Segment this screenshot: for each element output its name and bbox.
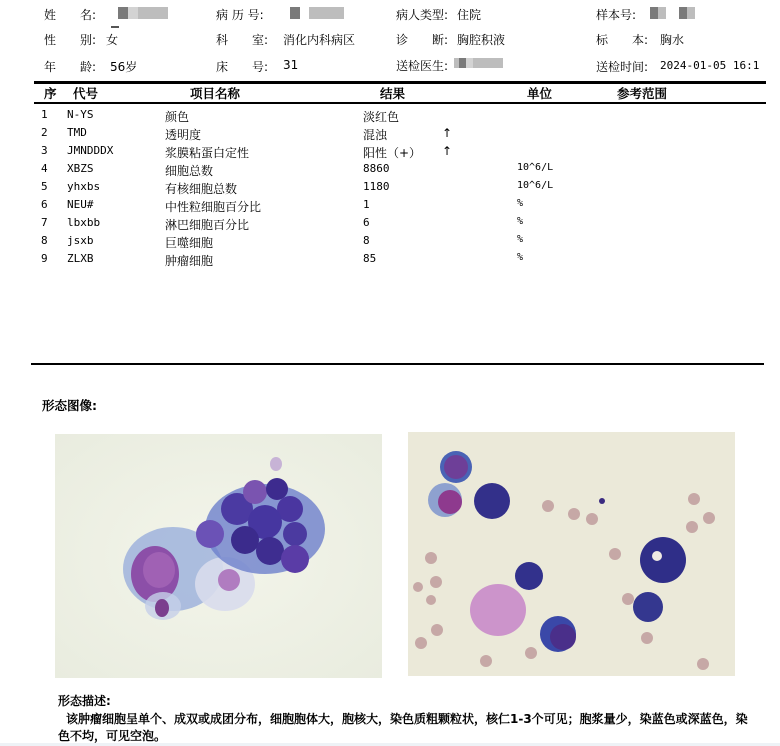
cell-cluster-image (55, 434, 382, 678)
cell-item: 淋巴细胞百分比 (165, 218, 250, 232)
bed-value: 31 (283, 58, 299, 72)
cell-item: 颜色 (165, 110, 190, 124)
morphology-description-text (58, 711, 758, 745)
doctor-value-redacted (454, 55, 503, 69)
record-no-value-redacted (290, 5, 344, 19)
cell-seq: 4 (41, 162, 48, 175)
morphology-image-2 (408, 432, 735, 676)
patient-type-label: 病人类型: (396, 8, 449, 22)
cell-result: 85 (363, 252, 377, 265)
cell-code: TMD (67, 126, 87, 139)
cell-result: 阳性（+） (363, 146, 422, 160)
cell-seq: 3 (41, 144, 48, 157)
name-value-redacted (118, 5, 168, 19)
name-label: 姓 名: (44, 8, 97, 22)
table-header-rule (34, 102, 766, 104)
cell-result: 8860 (363, 162, 390, 175)
specimen-value: 胸水 (660, 33, 685, 47)
specimen-label: 标 本: (596, 33, 649, 47)
tumor-cells-image (408, 432, 735, 676)
table-row (0, 108, 780, 126)
cell-code: XBZS (67, 162, 94, 175)
cell-result: 淡红色 (363, 110, 400, 124)
sample-no-value-redacted (650, 5, 695, 19)
cell-unit: % (517, 198, 524, 209)
diagnosis-label: 诊 断: (396, 33, 449, 47)
table-row (0, 162, 780, 180)
header-result: 结果 (380, 86, 406, 101)
abnormal-up-arrow-icon: ↑ (442, 144, 453, 158)
table-bottom-rule (31, 363, 764, 365)
cell-item: 细胞总数 (165, 164, 214, 178)
table-row (0, 252, 780, 270)
morphology-description-title: 形态描述: (58, 694, 111, 708)
table-row (0, 234, 780, 252)
cell-code: jsxb (67, 234, 94, 247)
table-row (0, 144, 780, 162)
cell-code: ZLXB (67, 252, 94, 265)
cell-result: 1180 (363, 180, 390, 193)
age-label: 年 龄: (44, 60, 97, 74)
description-body: 该肿瘤细胞呈单个、成双或成团分布，细胞胞体大，胞核大，染色质粗颗粒状，核仁1-3个可见；胞浆量少，染蓝色或深蓝色，染色不均，可见空泡。 (58, 712, 748, 743)
dept-label: 科 室: (216, 33, 269, 47)
cell-code: yhxbs (67, 180, 101, 193)
table-row (0, 180, 780, 198)
morphology-image-1 (55, 434, 382, 678)
doctor-label: 送检医生: (396, 59, 449, 73)
header-ref: 参考范围 (617, 86, 668, 101)
cell-item: 浆膜粘蛋白定性 (165, 146, 250, 160)
send-time-label: 送检时间: (596, 60, 649, 74)
table-row (0, 198, 780, 216)
cell-result: 混浊 (363, 128, 388, 142)
cell-item: 肿瘤细胞 (165, 254, 214, 268)
cell-code: JMNDDDX (67, 144, 114, 157)
cell-seq: 7 (41, 216, 48, 229)
cell-result: 1 (363, 198, 370, 211)
table-row (0, 216, 780, 234)
age-value: 56岁 (110, 60, 138, 74)
cell-item: 有核细胞总数 (165, 182, 238, 196)
sample-no-label: 样本号: (596, 8, 637, 22)
cell-code: lbxbb (67, 216, 101, 229)
patient-type-value: 住院 (457, 8, 482, 22)
cell-unit: % (517, 234, 524, 245)
cell-unit: 10^6/L (517, 180, 554, 191)
table-row (0, 126, 780, 144)
cell-seq: 1 (41, 108, 48, 121)
bed-label: 床 号: (216, 60, 269, 74)
cell-unit: % (517, 252, 524, 263)
record-no-label: 病 历 号: (216, 8, 264, 22)
cell-result: 6 (363, 216, 370, 229)
header-unit: 单位 (527, 86, 553, 101)
cell-seq: 6 (41, 198, 48, 211)
diagnosis-value: 胸腔积液 (457, 33, 506, 47)
send-time-value: 2024-01-05 16:1 (660, 59, 760, 72)
cell-code: NEU# (67, 198, 94, 211)
header-code: 代号 (73, 86, 99, 101)
cell-seq: 2 (41, 126, 48, 139)
gender-label: 性 别: (44, 33, 97, 47)
cell-unit: 10^6/L (517, 162, 554, 173)
cell-unit: % (517, 216, 524, 227)
cell-item: 中性粒细胞百分比 (165, 200, 262, 214)
header-item: 项目名称 (190, 86, 241, 101)
cell-result: 8 (363, 234, 370, 247)
cell-item: 透明度 (165, 128, 202, 142)
cell-code: N-YS (67, 108, 94, 121)
dept-value: 消化内科病区 (283, 33, 356, 47)
cell-seq: 5 (41, 180, 48, 193)
cell-item: 巨噬细胞 (165, 236, 214, 250)
name-underline-mark (111, 26, 119, 28)
cell-seq: 9 (41, 252, 48, 265)
abnormal-up-arrow-icon: ↑ (442, 126, 453, 140)
header-seq: 序 (44, 86, 57, 101)
gender-value: 女 (106, 33, 119, 47)
cell-seq: 8 (41, 234, 48, 247)
morphology-images-title: 形态图像: (42, 398, 97, 413)
